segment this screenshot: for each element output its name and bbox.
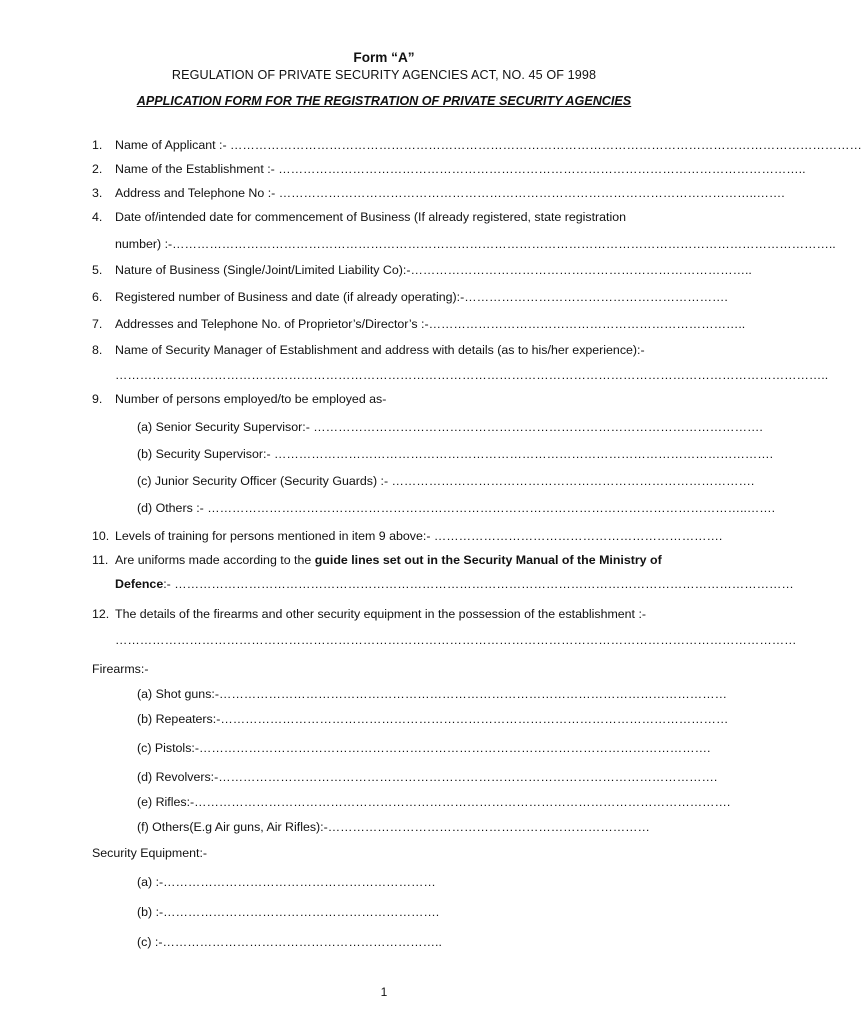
item-number: 4. (92, 210, 103, 224)
equipment-item-c: (c) :-………………………………………………………….. (137, 935, 442, 949)
item-uniforms-bold: guide lines set out in the Security Manual of the Ministry of (314, 553, 662, 567)
firearm-revolvers: (d) Revolvers:-…………………………………………………………………………………………………………. (137, 770, 718, 784)
item-commencement-date: Date of/intended date for commencement of Business (If already registered, state registration (115, 210, 627, 224)
item-uniforms-line2 (115, 576, 794, 592)
firearm-repeaters: (b) Repeaters:-…………………………………………………………………………………………………………… (137, 712, 729, 726)
item-number: 1. (92, 138, 103, 152)
item-uniforms-text: Are uniforms made according to the (115, 553, 315, 567)
item-number: 9. (92, 392, 103, 406)
act-title: REGULATION OF PRIVATE SECURITY AGENCIES ACT, NO. 45 OF 1998 (171, 68, 597, 82)
page-number: 1 (380, 985, 388, 999)
form-title: Form “A” (353, 50, 415, 65)
firearm-pistols: (c) Pistols:-……………………………………………………………………………………………………………. (137, 741, 711, 755)
item-applicant-name: Name of Applicant :- ……………………………………………………………………………………………………………………………………… (115, 138, 862, 152)
item-number: 12. (92, 607, 110, 621)
item-commencement-date-line2: number) :-…………………………………………………………………………………………………………………………………………….. (115, 237, 836, 251)
item-security-manager-line2: ……………………………………………………………………………………………………………………………………………………….. (115, 368, 829, 382)
item-number: 3. (92, 186, 103, 200)
firearms-heading: Firearms:- (92, 662, 149, 676)
item-number: 5. (92, 263, 103, 277)
item-registered-number: Registered number of Business and date (if already operating):-………………………………………………………. (115, 290, 728, 304)
item-number: 8. (92, 343, 103, 357)
item-firearms-details-line2: ………………………………………………………………………………………………………………………………………………… (115, 633, 797, 647)
item-firearms-details: The details of the firearms and other security equipment in the possession of the establishment :- (115, 607, 647, 621)
item-security-manager: Name of Security Manager of Establishment and address with details (as to his/her experience):- (115, 343, 645, 357)
item-uniforms-defence: Defence (115, 577, 164, 591)
equipment-item-b: (b) :-…………………………………………………………. (137, 905, 440, 919)
equipment-heading: Security Equipment:- (92, 846, 208, 860)
item-number: 10. (92, 529, 110, 543)
item-uniforms-dots: :- …………………………………………………………………………………………………………………………………… (163, 577, 794, 591)
item-nature-of-business: Nature of Business (Single/Joint/Limited Liability Co):-……………………………………………………………………….. (115, 263, 752, 277)
item-training-levels: Levels of training for persons mentioned in item 9 above:- ……………………………………………………………. (115, 529, 723, 543)
item-number: 7. (92, 317, 103, 331)
item-number: 2. (92, 162, 103, 176)
item-persons-employed: Number of persons employed/to be employed as- (115, 392, 387, 406)
item-junior-officer: (c) Junior Security Officer (Security Guards) :- ……………………………………………………………………………. (137, 474, 755, 488)
firearm-rifles: (e) Rifles:-…………………………………………………………………………………………………………………. (137, 795, 731, 809)
equipment-item-a: (a) :-………………………………………………………… (137, 875, 436, 889)
item-security-supervisor: (b) Security Supervisor:- …………………………………………………………………………………………………………. (137, 447, 774, 461)
item-number: 6. (92, 290, 103, 304)
firearm-shotguns: (a) Shot guns:-…………………………………………………………………………………………………………… (137, 687, 727, 701)
item-address-telephone: Address and Telephone No :- ……………………………………………………………………………………………………..……. (115, 186, 785, 200)
firearm-others: (f) Others(E.g Air guns, Air Rifles):-…………………………………………………………………… (137, 820, 650, 834)
item-senior-supervisor: (a) Senior Security Supervisor:- ………………………………………………………………………………………………. (137, 420, 763, 434)
item-others: (d) Others :- …………………………………………………………………………………………………………………..……. (137, 501, 776, 515)
item-proprietor-addresses: Addresses and Telephone No. of Proprietor’s/Director’s :-………………………………………………………………….. (115, 317, 746, 331)
form-heading: APPLICATION FORM FOR THE REGISTRATION OF PRIVATE SECURITY AGENCIES (136, 94, 632, 108)
item-establishment-name: Name of the Establishment :- ……………………………………………………………………………………………………………….. (115, 162, 806, 176)
item-number: 11. (92, 553, 109, 567)
item-uniforms (115, 552, 700, 568)
